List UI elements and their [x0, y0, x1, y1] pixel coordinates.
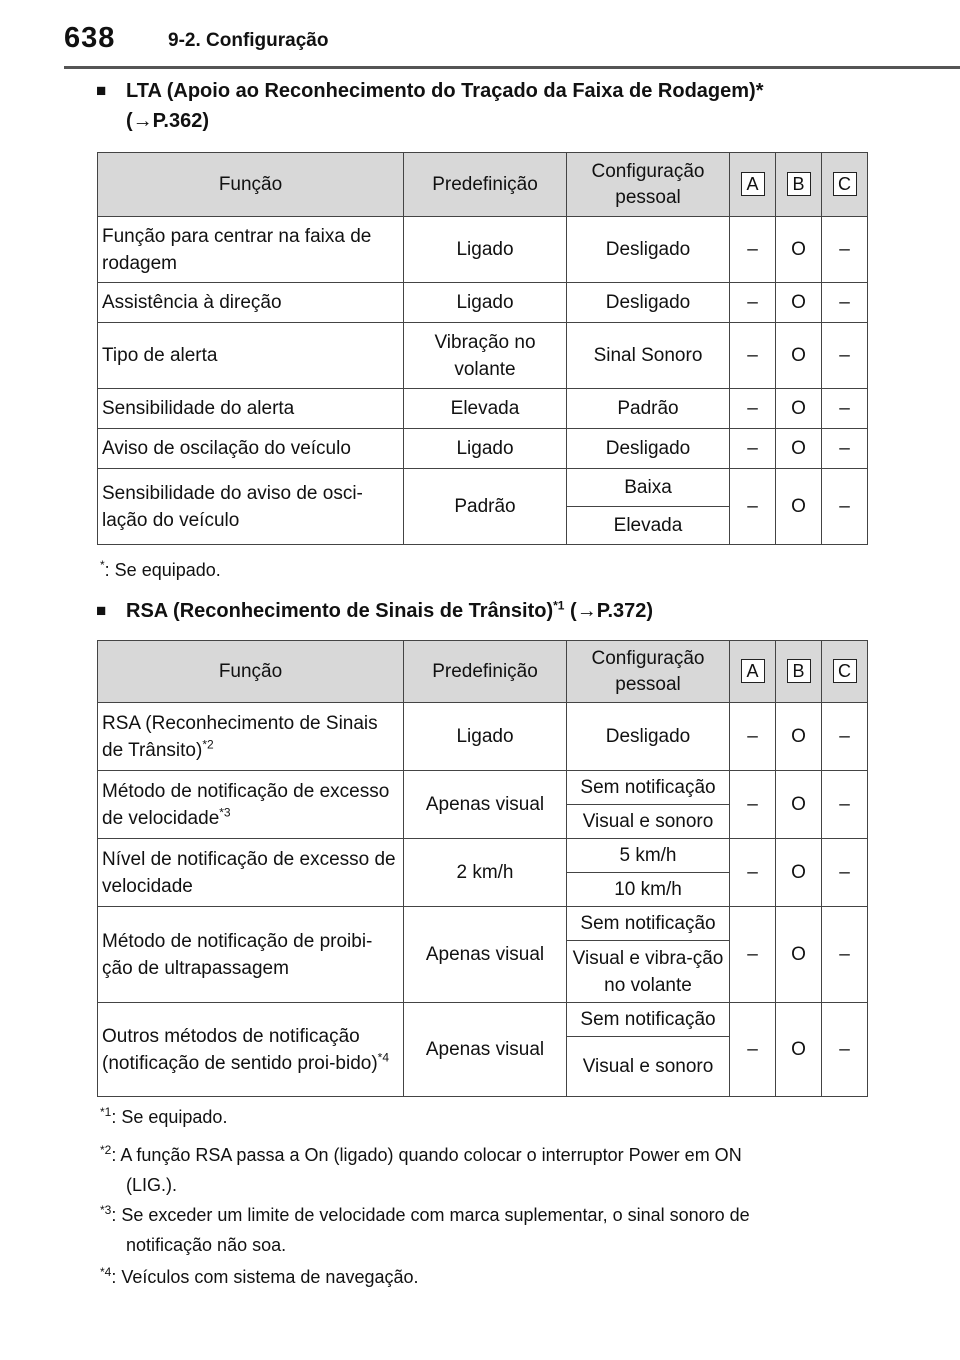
cell-custom: Padrão — [567, 389, 730, 429]
lta-footnote — [100, 555, 221, 585]
col-b — [776, 641, 822, 703]
cell-function: Função para centrar na faixa de rodagem — [98, 217, 404, 283]
table-row — [98, 217, 868, 283]
col-a — [730, 153, 776, 217]
cell-b: O — [776, 323, 822, 389]
cell-default: Ligado — [404, 703, 567, 771]
cell-function: Nível de notificação de excesso de velocidade — [98, 839, 404, 907]
col-function: Função — [98, 153, 404, 217]
cell-custom: Visual e vibra-ção no volante — [567, 941, 730, 1003]
cell-custom: Baixa — [567, 469, 730, 507]
col-default: Predefinição — [404, 641, 567, 703]
cell-a: – — [730, 839, 776, 907]
cell-c: – — [822, 283, 868, 323]
square-bullet-icon: ■ — [96, 601, 107, 620]
cell-function: Sensibilidade do aviso de osci-lação do veículo — [98, 469, 404, 545]
rsa-heading-ref: (→P.372) — [570, 600, 654, 622]
cell-function-text: Outros métodos de notificação (notificação de sentido proi-bido) — [102, 1025, 378, 1074]
cell-custom: Elevada — [567, 507, 730, 545]
cell-default: Ligado — [404, 217, 567, 283]
cell-function: Aviso de oscilação do veículo — [98, 429, 404, 469]
footnote-text: : Veículos com sistema de navegação. — [111, 1267, 419, 1287]
square-bullet-icon: ■ — [96, 81, 107, 100]
cell-custom: Sinal Sonoro — [567, 323, 730, 389]
cell-custom: Visual e sonoro — [567, 1037, 730, 1097]
footnote-mark: *1 — [100, 1105, 112, 1119]
cell-function-text: RSA (Reconhecimento de Sinais de Trânsito) — [102, 712, 378, 761]
cell-b: O — [776, 703, 822, 771]
lta-settings-table — [97, 152, 868, 545]
cell-c: – — [822, 907, 868, 1003]
table-row — [98, 1003, 868, 1037]
cell-default: Apenas visual — [404, 1003, 567, 1097]
col-b — [776, 153, 822, 217]
col-b-label: B — [787, 659, 811, 683]
cell-default: Ligado — [404, 429, 567, 469]
col-c — [822, 641, 868, 703]
col-b-label: B — [787, 172, 811, 196]
cell-function — [98, 771, 404, 839]
rsa-footnote-3 — [100, 1200, 750, 1260]
cell-c: – — [822, 389, 868, 429]
cell-a: – — [730, 429, 776, 469]
lta-heading-text: LTA (Apoio ao Reconhecimento do Traçado da Faixa de Rodagem)* — [126, 80, 764, 102]
col-custom: Configuração pessoal — [567, 153, 730, 217]
rsa-heading-text: RSA (Reconhecimento de Sinais de Trânsito) — [126, 600, 554, 622]
cell-function — [98, 1003, 404, 1097]
header-divider — [64, 66, 960, 69]
cell-custom: Desligado — [567, 429, 730, 469]
cell-function-sup: *4 — [377, 1050, 390, 1065]
col-a-label: A — [741, 659, 765, 683]
cell-b: O — [776, 389, 822, 429]
cell-b: O — [776, 907, 822, 1003]
cell-a: – — [730, 771, 776, 839]
col-default: Predefinição — [404, 153, 567, 217]
cell-default: Vibração no volante — [404, 323, 567, 389]
cell-custom: 5 km/h — [567, 839, 730, 873]
footnote-mark: *2 — [100, 1143, 112, 1157]
cell-c: – — [822, 839, 868, 907]
rsa-footnote-2 — [100, 1140, 742, 1200]
rsa-heading — [96, 596, 654, 626]
table-header-row — [98, 153, 868, 217]
cell-function: Método de notificação de proibi-ção de ultrapassagem — [98, 907, 404, 1003]
footnote-text: : Se equipado. — [111, 1107, 228, 1127]
cell-default: 2 km/h — [404, 839, 567, 907]
col-function: Função — [98, 641, 404, 703]
cell-b: O — [776, 217, 822, 283]
footnote-mark: * — [100, 558, 105, 572]
cell-a: – — [730, 323, 776, 389]
cell-a: – — [730, 907, 776, 1003]
cell-function: Tipo de alerta — [98, 323, 404, 389]
table-row — [98, 771, 868, 805]
cell-custom: 10 km/h — [567, 873, 730, 907]
cell-c: – — [822, 469, 868, 545]
cell-custom: Desligado — [567, 703, 730, 771]
cell-b: O — [776, 283, 822, 323]
col-c-label: C — [833, 172, 857, 196]
col-custom: Configuração pessoal — [567, 641, 730, 703]
cell-a: – — [730, 1003, 776, 1097]
cell-a: – — [730, 217, 776, 283]
cell-custom: Visual e sonoro — [567, 805, 730, 839]
cell-a: – — [730, 283, 776, 323]
footnote-mark: *3 — [100, 1203, 112, 1217]
cell-default: Apenas visual — [404, 907, 567, 1003]
cell-custom: Sem notificação — [567, 771, 730, 805]
rsa-heading-sup: *1 — [553, 598, 565, 613]
footnote-text-cont: (LIG.). — [126, 1175, 178, 1195]
cell-default: Padrão — [404, 469, 567, 545]
page-number: 638 — [64, 22, 116, 54]
cell-c: – — [822, 771, 868, 839]
col-a-label: A — [741, 172, 765, 196]
cell-function-sup: *2 — [202, 737, 214, 752]
table-row — [98, 429, 868, 469]
rsa-footnote-4 — [100, 1262, 419, 1292]
rsa-settings-table — [97, 640, 868, 1097]
table-row — [98, 839, 868, 873]
cell-function: Assistência à direção — [98, 283, 404, 323]
cell-default: Apenas visual — [404, 771, 567, 839]
cell-b: O — [776, 469, 822, 545]
footnote-text-cont: notificação não soa. — [126, 1235, 287, 1255]
col-c — [822, 153, 868, 217]
table-row — [98, 907, 868, 941]
cell-function: Sensibilidade do alerta — [98, 389, 404, 429]
cell-b: O — [776, 839, 822, 907]
cell-b: O — [776, 771, 822, 839]
cell-b: O — [776, 429, 822, 469]
cell-c: – — [822, 429, 868, 469]
table-row — [98, 283, 868, 323]
cell-default: Ligado — [404, 283, 567, 323]
lta-heading — [96, 76, 764, 136]
cell-c: – — [822, 1003, 868, 1097]
footnote-text: : Se equipado. — [104, 560, 221, 580]
table-header-row — [98, 641, 868, 703]
cell-b: O — [776, 1003, 822, 1097]
cell-function-sup: *3 — [219, 805, 231, 820]
table-row — [98, 469, 868, 507]
footnote-text: : Se exceder um limite de velocidade com marca suplementar, o sinal sonoro de — [111, 1205, 750, 1225]
footnote-mark: *4 — [100, 1265, 112, 1279]
cell-a: – — [730, 469, 776, 545]
cell-c: – — [822, 703, 868, 771]
cell-function — [98, 703, 404, 771]
col-a — [730, 641, 776, 703]
cell-a: – — [730, 389, 776, 429]
cell-custom: Sem notificação — [567, 907, 730, 941]
cell-default: Elevada — [404, 389, 567, 429]
cell-custom: Desligado — [567, 217, 730, 283]
cell-function-text: Método de notificação de excesso de velocidade — [102, 780, 390, 829]
cell-c: – — [822, 323, 868, 389]
col-c-label: C — [833, 659, 857, 683]
table-row — [98, 703, 868, 771]
lta-heading-ref: (→P.362) — [126, 110, 210, 132]
table-row — [98, 389, 868, 429]
footnote-text: : A função RSA passa a On (ligado) quando colocar o interruptor Power em ON — [111, 1145, 742, 1165]
cell-custom: Sem notificação — [567, 1003, 730, 1037]
section-title: 9-2. Configuração — [168, 30, 329, 51]
table-row — [98, 323, 868, 389]
cell-c: – — [822, 217, 868, 283]
cell-custom: Desligado — [567, 283, 730, 323]
cell-a: – — [730, 703, 776, 771]
rsa-footnote-1 — [100, 1102, 227, 1132]
